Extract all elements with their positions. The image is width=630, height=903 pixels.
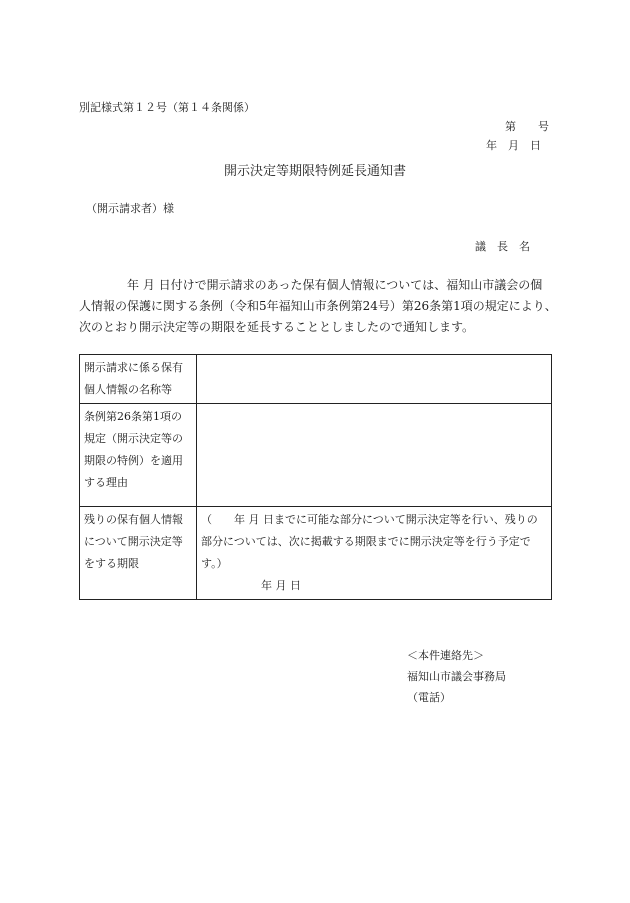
body-line-3: 次のとおり開示決定等の期限を延長することとしましたので通知します。 xyxy=(79,320,475,334)
row-value-deadline xyxy=(197,507,552,600)
document-number: 第 号 xyxy=(505,120,549,133)
label-line: をする期限 xyxy=(84,557,139,570)
notice-body xyxy=(79,275,559,338)
table-row xyxy=(80,404,552,507)
recipient-line: （開示請求者）様 xyxy=(86,202,174,215)
label-line: について開示決定等 xyxy=(84,535,183,548)
label-line: 規定（開示決定等の xyxy=(84,432,183,445)
row-label-item-name xyxy=(80,355,197,404)
label-line: 個人情報の名称等 xyxy=(84,383,172,396)
contact-phone: （電話） xyxy=(407,691,451,704)
label-line: 開示請求に係る保有 xyxy=(84,361,183,374)
deadline-text-line: す。） xyxy=(201,557,228,570)
table-row xyxy=(80,355,552,404)
table-row xyxy=(80,507,552,600)
label-line: 残りの保有個人情報 xyxy=(84,513,183,526)
row-label-deadline xyxy=(80,507,197,600)
deadline-text-line: 部分については、次に掲載する期限までに開示決定等を行う予定で xyxy=(201,535,531,548)
document-date: 年 月 日 xyxy=(486,139,541,152)
body-line-1: 年 月 日付けで開示請求のあった保有個人情報については、福知山市議会の個 xyxy=(127,278,543,292)
contact-block xyxy=(407,645,506,708)
form-identifier: 別記様式第１２号（第１４条関係） xyxy=(79,101,255,114)
label-line: 条例第26条第1項の xyxy=(84,410,182,423)
notice-table xyxy=(79,354,552,600)
contact-heading: ＜本件連絡先＞ xyxy=(407,649,484,662)
deadline-text-line: （ 年 月 日までに可能な部分について開示決定等を行い、残りの xyxy=(201,513,538,526)
sender-name: 議 長 名 xyxy=(475,240,530,253)
deadline-date: 年 月 日 xyxy=(261,579,301,592)
body-line-2: 人情報の保護に関する条例（令和5年福知山市条例第24号）第26条第1項の規定により、 xyxy=(79,299,557,313)
row-value-reason xyxy=(197,404,552,507)
label-line: する理由 xyxy=(84,476,128,489)
row-label-reason xyxy=(80,404,197,507)
row-value-item-name xyxy=(197,355,552,404)
label-line: 期限の特例）を適用 xyxy=(84,454,183,467)
document-title: 開示決定等期限特例延長通知書 xyxy=(223,164,406,179)
contact-office: 福知山市議会事務局 xyxy=(407,670,506,683)
